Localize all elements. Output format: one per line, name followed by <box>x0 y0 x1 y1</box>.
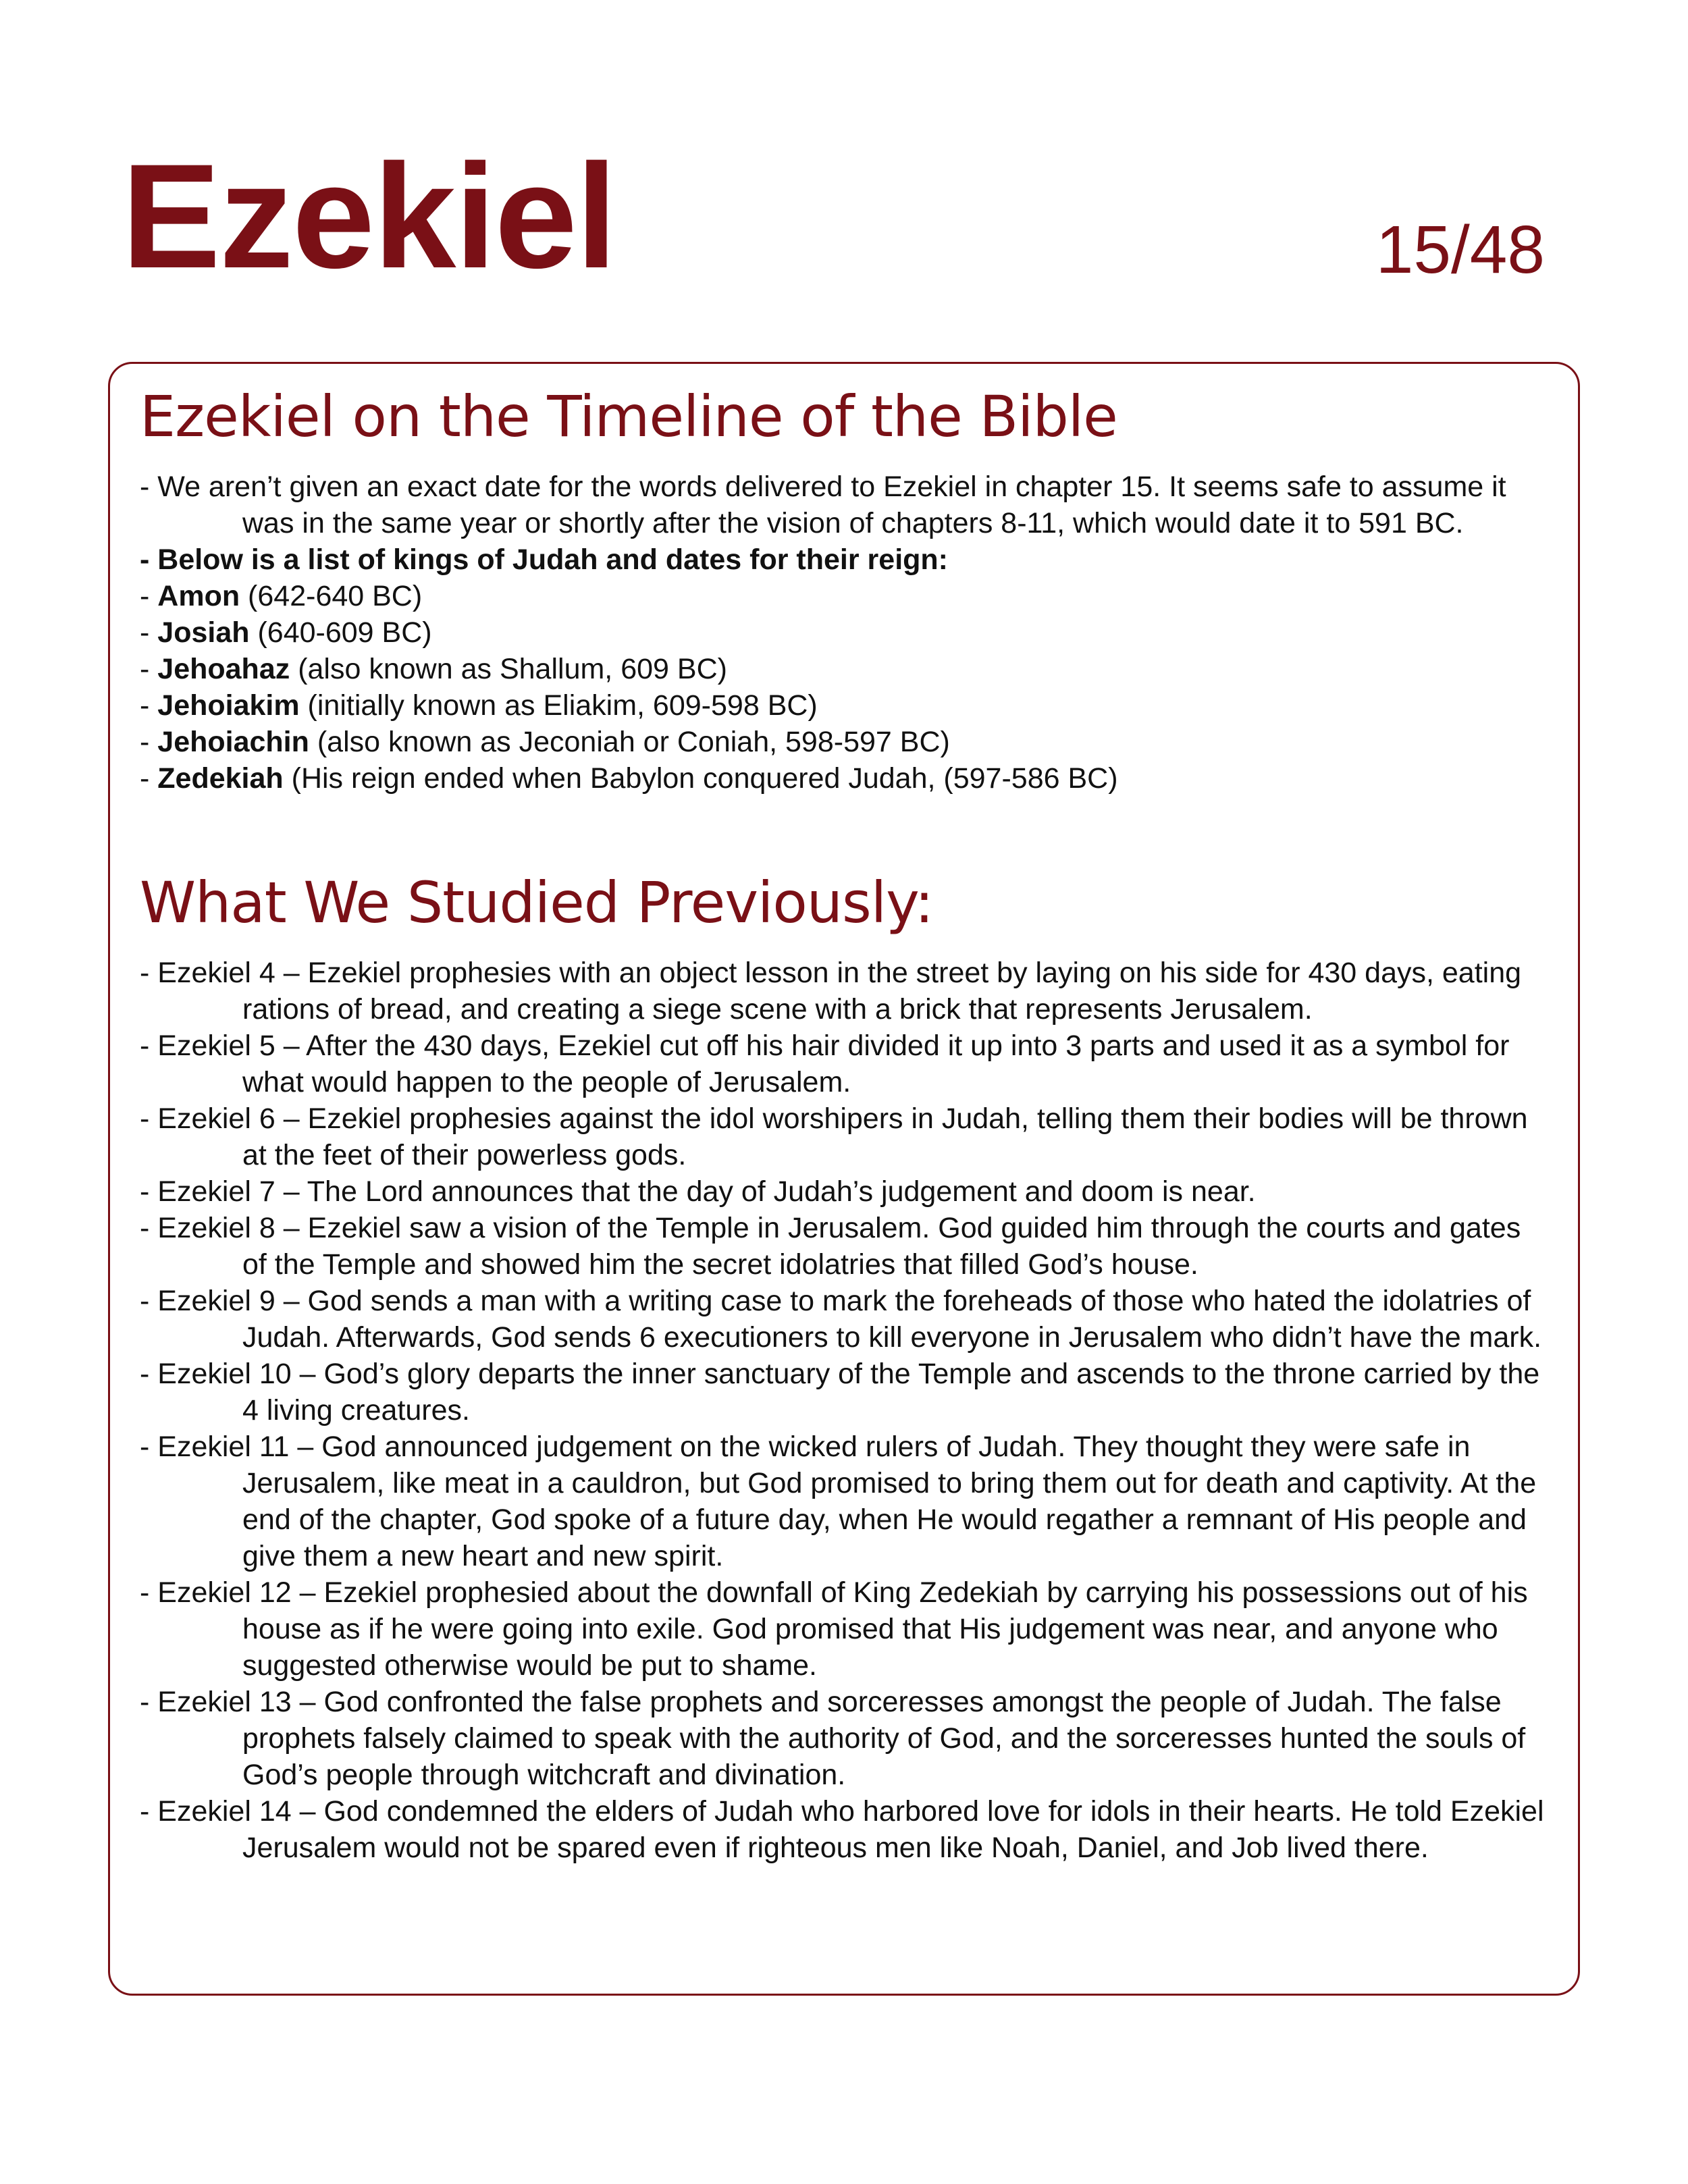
king-prefix: - <box>140 616 158 649</box>
previous-list <box>140 955 1544 1866</box>
king-item <box>140 687 1544 724</box>
page-title: Ezekiel <box>122 133 616 299</box>
king-item <box>140 724 1544 760</box>
king-prefix: - <box>140 579 158 612</box>
list-item: - Ezekiel 13 – God confronted the false prophets and sorceresses amongst the people of Judah. The false prophets falsely claimed to speak with the authority of God, and the sorceresses hunted the souls of God’s people through witchcraft and divination. <box>140 1685 1526 1791</box>
kings-heading: - Below is a list of kings of Judah and dates for their reign: <box>140 543 948 576</box>
king-detail: (His reign ended when Babylon conquered Judah, (597-586 BC) <box>283 762 1118 795</box>
list-item: - Ezekiel 11 – God announced judgement on the wicked rulers of Judah. They thought they were safe in Jerusalem, like meat in a cauldron, but God promised to bring them out for death and captivity. At the end of the chapter, God spoke of a future day, when He would regather a remnant of His people and give them a new heart and new spirit. <box>140 1430 1537 1572</box>
king-name: Jehoahaz <box>157 652 290 685</box>
list-item: - Ezekiel 8 – Ezekiel saw a vision of the Temple in Jerusalem. God guided him through the courts and gates of the Temple and showed him the secret idolatries that filled God’s house. <box>140 1211 1521 1281</box>
timeline-heading: Ezekiel on the Timeline of the Bible <box>140 383 1117 450</box>
page-number: 15/48 <box>1375 212 1545 288</box>
king-name: Amon <box>157 579 240 612</box>
list-item: - Ezekiel 10 – God’s glory departs the inner sanctuary of the Temple and ascends to the throne carried by the 4 living creatures. <box>140 1357 1540 1427</box>
king-detail: (also known as Jeconiah or Coniah, 598-597 BC) <box>309 725 950 758</box>
list-item: - Ezekiel 4 – Ezekiel prophesies with an object lesson in the street by laying on his side for 430 days, eating rations of bread, and creating a siege scene with a brick that represents Jerusalem. <box>140 956 1522 1026</box>
king-name: Josiah <box>157 616 250 649</box>
previous-heading: What We Studied Previously: <box>140 870 934 936</box>
king-prefix: - <box>140 689 158 722</box>
list-item: - Ezekiel 9 – God sends a man with a writing case to mark the foreheads of those who hated the idolatries of Judah. Afterwards, God sends 6 executioners to kill everyone in Jerusalem who didn’t have the mark. <box>140 1284 1542 1354</box>
king-name: Zedekiah <box>157 762 284 795</box>
list-item: - Ezekiel 7 – The Lord announces that the day of Judah’s judgement and doom is near. <box>140 1175 1256 1208</box>
king-name: Jehoiakim <box>157 689 300 722</box>
king-prefix: - <box>140 652 158 685</box>
king-detail: (642-640 BC) <box>240 579 423 612</box>
previous-section <box>140 870 1544 1866</box>
list-item: - Ezekiel 5 – After the 430 days, Ezekiel cut off his hair divided it up into 3 parts and used it as a symbol for what would happen to the people of Jerusalem. <box>140 1029 1510 1098</box>
timeline-list <box>140 469 1544 797</box>
list-item: - Ezekiel 12 – Ezekiel prophesied about the downfall of King Zedekiah by carrying his possessions out of his house as if he were going into exile. God promised that His judgement was near, and anyone who suggested otherwise would be put to shame. <box>140 1576 1528 1682</box>
timeline-intro: - We aren’t given an exact date for the words delivered to Ezekiel in chapter 15. It seems safe to assume it was in the same year or shortly after the vision of chapters 8-11, which would date it to 591 BC. <box>140 470 1506 539</box>
content-panel <box>108 362 1580 1996</box>
timeline-section <box>140 384 1544 797</box>
king-prefix: - <box>140 725 158 758</box>
king-name: Jehoiachin <box>157 725 309 758</box>
king-detail: (640-609 BC) <box>249 616 432 649</box>
king-item <box>140 760 1544 797</box>
king-detail: (also known as Shallum, 609 BC) <box>290 652 727 685</box>
king-item <box>140 578 1544 614</box>
king-detail: (initially known as Eliakim, 609-598 BC) <box>299 689 818 722</box>
king-prefix: - <box>140 762 158 795</box>
list-item: - Ezekiel 6 – Ezekiel prophesies against the idol worshipers in Judah, telling them their bodies will be thrown at the feet of their powerless gods. <box>140 1102 1528 1171</box>
king-item <box>140 651 1544 687</box>
list-item: - Ezekiel 14 – God condemned the elders of Judah who harbored love for idols in their hearts. He told Ezekiel Jerusalem would not be spared even if righteous men like Noah, Daniel, and Job lived there. <box>140 1794 1544 1864</box>
king-item <box>140 614 1544 651</box>
